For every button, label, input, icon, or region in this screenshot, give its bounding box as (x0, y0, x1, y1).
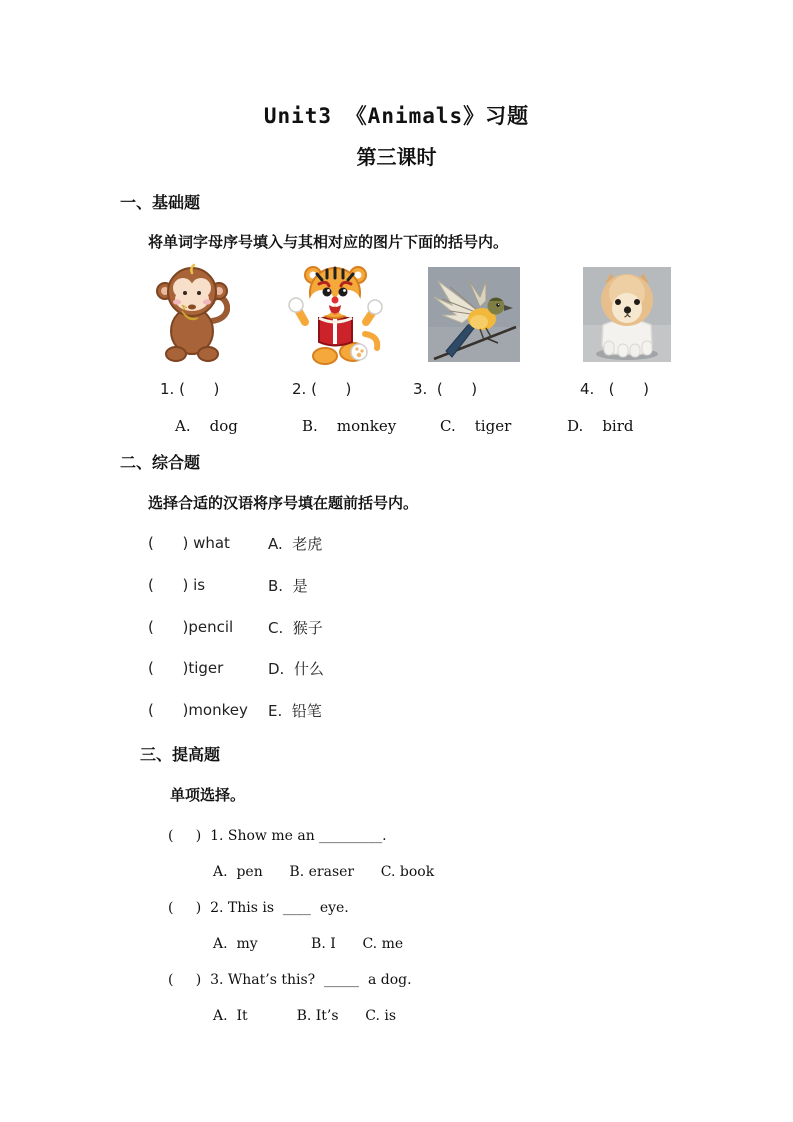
question-1-stem: ( ) 1. Show me an _________. (168, 828, 387, 844)
tiger-image (287, 264, 384, 367)
section2-instruction: 选择合适的汉语将序号填在题前括号内。 (148, 494, 419, 512)
monkey-image (155, 261, 230, 364)
match-left-tiger: ( )tiger (148, 659, 224, 677)
answer-blank-3: 3. ( ) (413, 380, 478, 398)
dog-image (583, 267, 671, 362)
page-title: Unit3 《Animals》习题 (263, 104, 530, 128)
answer-blank-4: 4. ( ) (580, 380, 649, 398)
bird-image (428, 267, 520, 362)
question-1-options: A. pen B. eraser C. book (213, 864, 435, 880)
match-right-d: D. 什么 (268, 660, 324, 678)
section2-heading: 二、综合题 (120, 453, 201, 472)
word-option-d: D. bird (567, 417, 634, 435)
word-option-a: A. dog (175, 417, 238, 435)
word-option-b: B. monkey (302, 417, 397, 435)
match-right-c: C. 猴子 (268, 619, 323, 637)
page-subtitle: 第三课时 (356, 145, 437, 169)
answer-blank-2: 2. ( ) (292, 380, 352, 398)
question-2-stem: ( ) 2. This is ____ eye. (168, 900, 349, 916)
answer-blank-1: 1. ( ) (160, 380, 220, 398)
question-3-options: A. It B. It’s C. is (213, 1008, 397, 1024)
match-right-b: B. 是 (268, 577, 308, 595)
match-right-a: A. 老虎 (268, 535, 323, 553)
match-right-e: E. 铅笔 (268, 702, 322, 720)
word-option-c: C. tiger (440, 417, 512, 435)
match-left-monkey: ( )monkey (148, 701, 248, 719)
section1-instruction: 将单词字母序号填入与其相对应的图片下面的括号内。 (148, 233, 509, 251)
question-3-stem: ( ) 3. What’s this? _____ a dog. (168, 972, 412, 988)
match-left-is: ( ) is (148, 576, 206, 594)
match-left-what: ( ) what (148, 534, 230, 552)
section1-heading: 一、基础题 (120, 193, 201, 212)
section3-instruction: 单项选择。 (170, 786, 246, 804)
match-left-pencil: ( )pencil (148, 618, 234, 636)
section3-heading: 三、提高题 (140, 745, 221, 764)
question-2-options: A. my B. I C. me (213, 936, 404, 952)
